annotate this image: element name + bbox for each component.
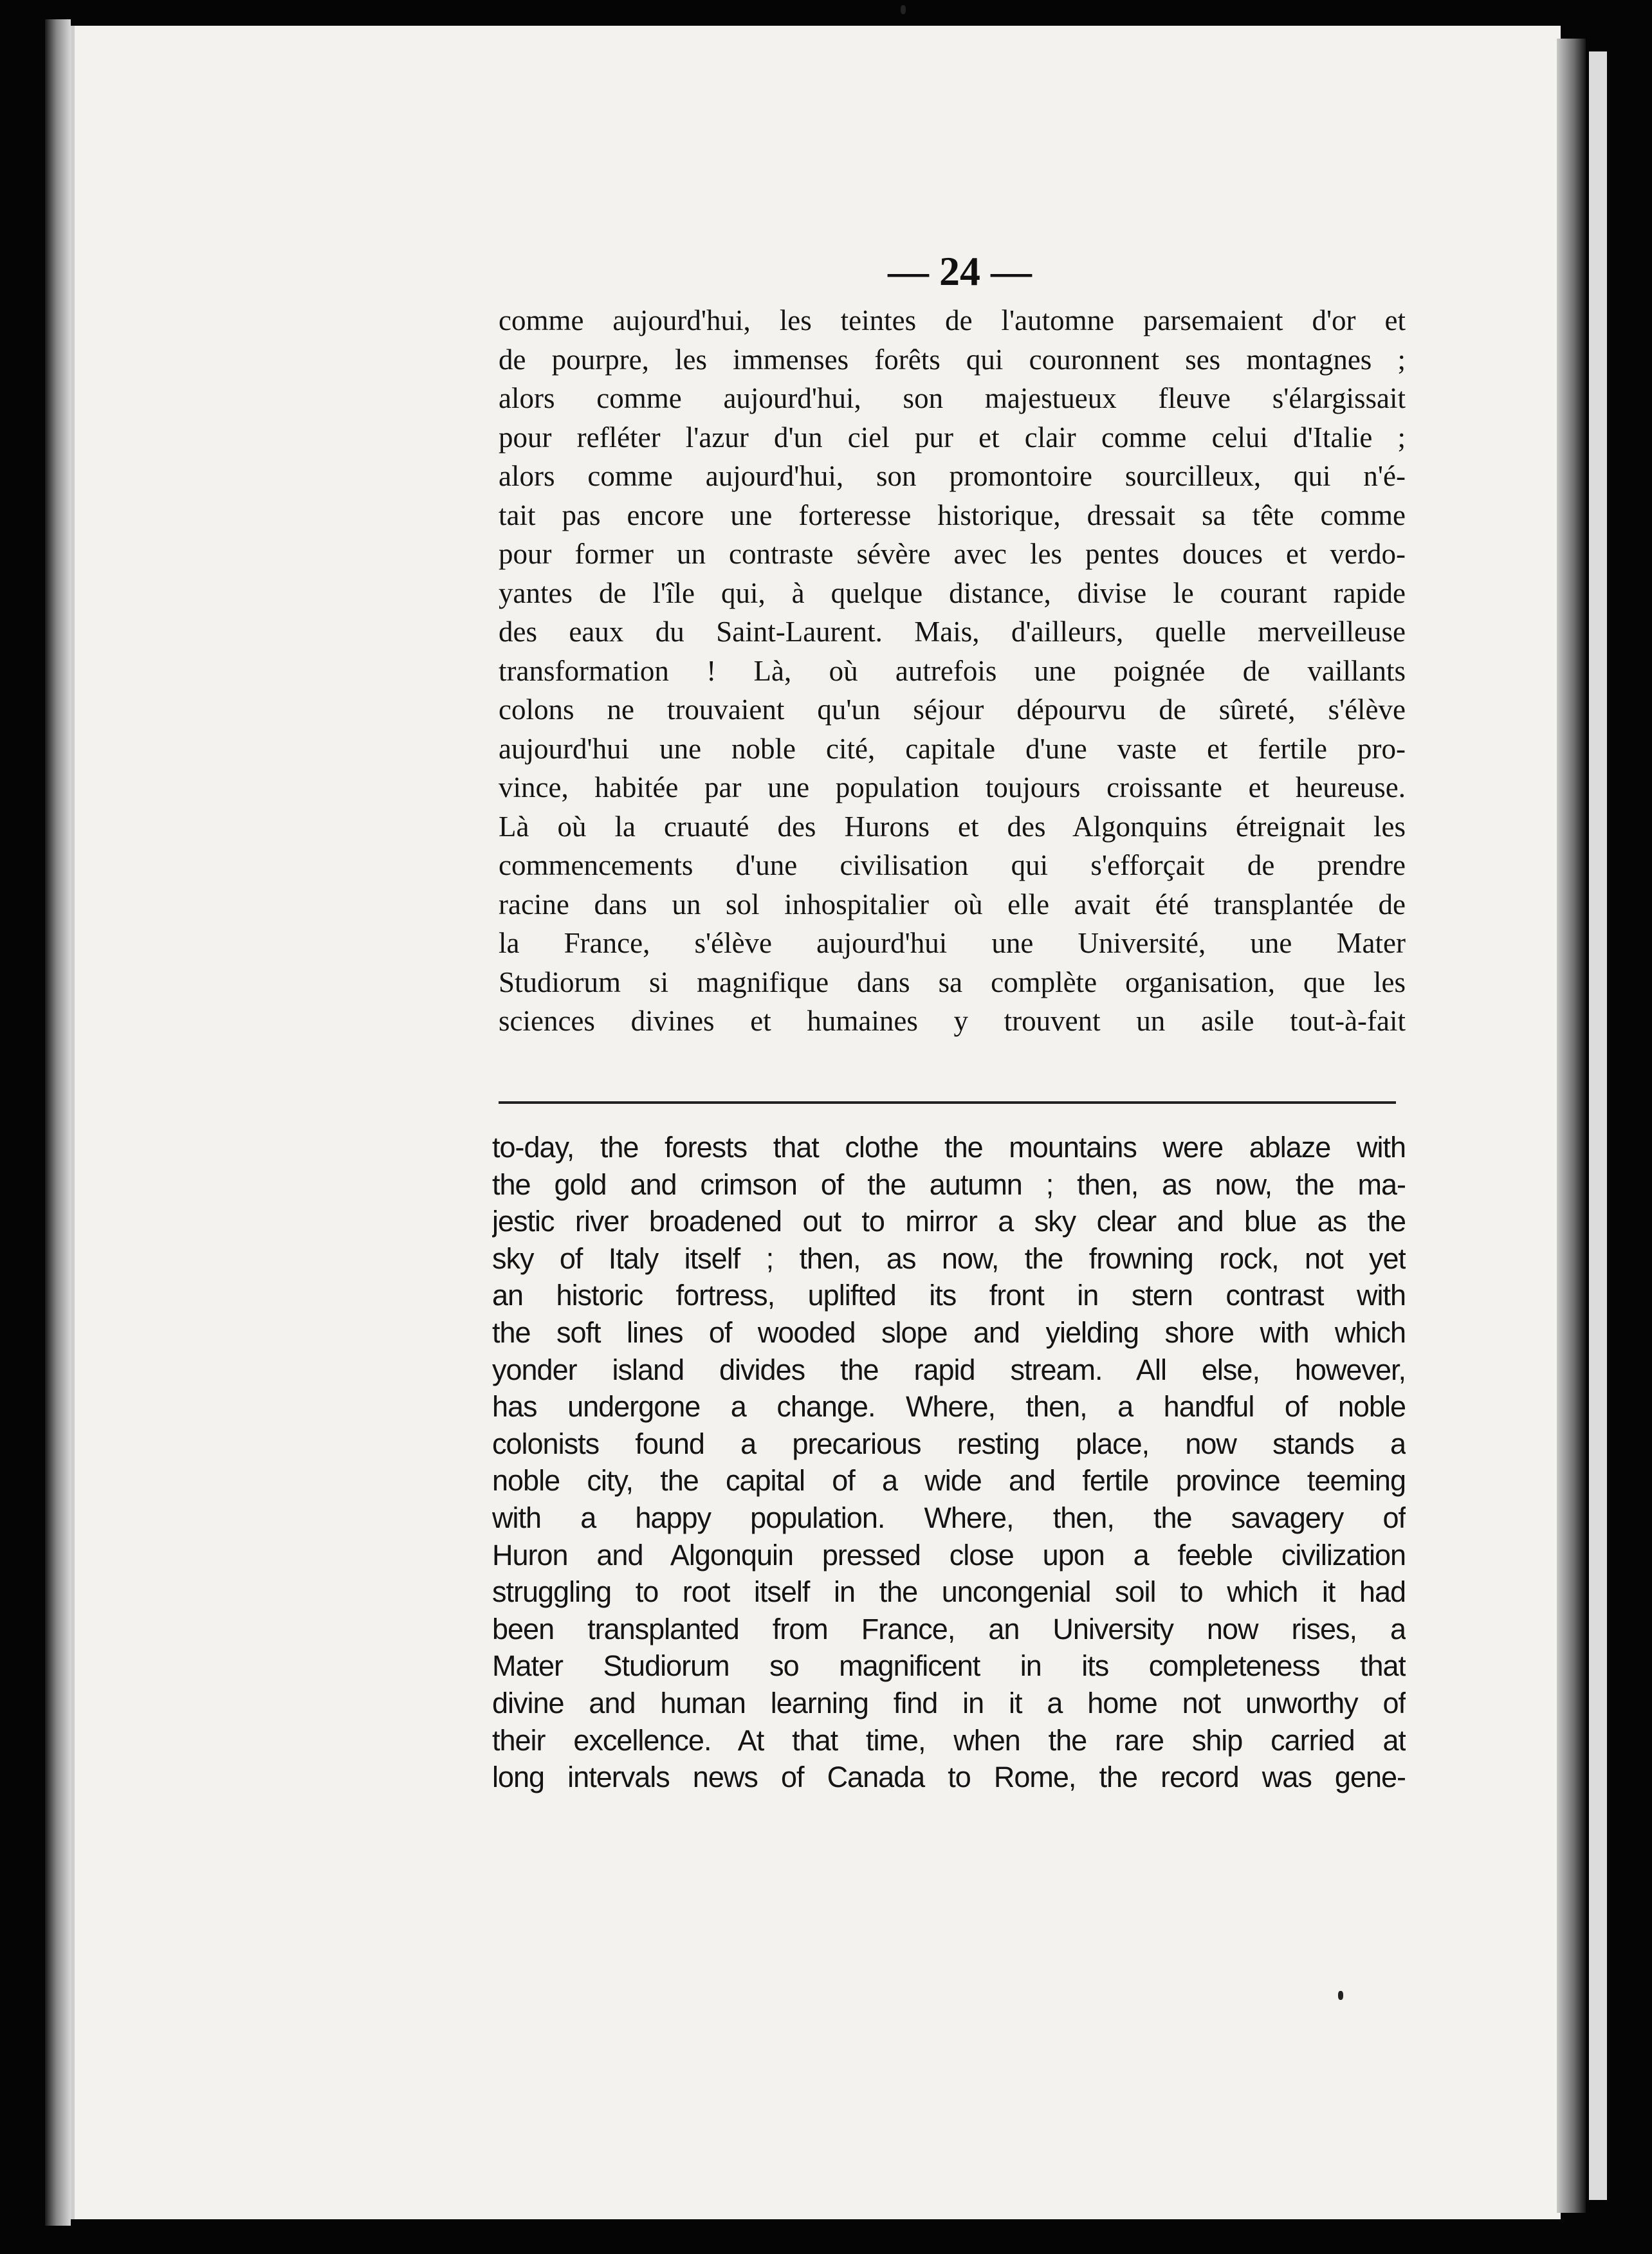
english-text-line: struggling to root itself in the uncongenial soil to which it had [492,1575,1406,1609]
section-divider-rule [499,1101,1396,1104]
english-text-line: divine and human learning find in it a home not unworthy of [492,1686,1406,1719]
page-left-edge [45,19,71,2226]
english-text-line: the gold and crimson of the autumn ; then, as now, the ma- [492,1168,1406,1201]
english-text-line: the soft lines of wooded slope and yielding shore with which [492,1315,1406,1349]
facing-leaf-edge [1589,51,1607,2200]
french-text-line: des eaux du Saint-Laurent. Mais, d'ailleurs, quelle merveilleuse [499,616,1406,648]
scan-speck [1338,1991,1343,2000]
french-text-line: Là où la cruauté des Hurons et des Algonquins étreignait les [499,810,1406,843]
page-gutter-shadow [1557,39,1586,2213]
english-text-line: to-day, the forests that clothe the mountains were ablaze with [492,1131,1406,1164]
english-text-line: been transplanted from France, an University now rises, a [492,1612,1406,1645]
french-text-line: Studiorum si magnifique dans sa complète organisation, que les [499,966,1406,998]
french-text-line: sciences divines et humaines y trouvent un asile tout-à-fait [499,1005,1406,1037]
french-text-line: alors comme aujourd'hui, son majestueux fleuve s'élargissait [499,382,1406,414]
french-text-line: pour refléter l'azur d'un ciel pur et clair comme celui d'Italie ; [499,421,1406,454]
french-text-line: aujourd'hui une noble cité, capitale d'une vaste et fertile pro- [499,732,1406,765]
english-text-line: colonists found a precarious resting place, now stands a [492,1427,1406,1460]
french-text-line: la France, s'élève aujourd'hui une Université, une Mater [499,927,1406,959]
english-text-line: jestic river broadened out to mirror a sky clear and blue as the [492,1205,1406,1238]
french-text-line: commencements d'une civilisation qui s'efforçait de prendre [499,849,1406,881]
french-text-line: yantes de l'île qui, à quelque distance, divise le courant rapide [499,576,1406,609]
english-text-line: with a happy population. Where, then, the savagery of [492,1501,1406,1534]
english-text-line: long intervals news of Canada to Rome, the record was gene- [492,1761,1406,1794]
english-text-line: yonder island divides the rapid stream. All else, however, [492,1353,1406,1386]
french-text-line: colons ne trouvaient qu'un séjour dépourvu de sûreté, s'élève [499,693,1406,726]
english-text-line: Huron and Algonquin pressed close upon a feeble civilization [492,1538,1406,1571]
french-text-line: vince, habitée par une population toujours croissante et heureuse. [499,771,1406,803]
scan-speck [901,5,906,14]
english-text-line: has undergone a change. Where, then, a handful of noble [492,1390,1406,1424]
english-text-block [492,1129,1406,1796]
french-text-line: transformation ! Là, où autrefois une poignée de vaillants [499,654,1406,687]
english-text-line: sky of Italy itself ; then, as now, the frowning rock, not yet [492,1242,1406,1275]
english-text-line: an historic fortress, uplifted its front in stern contrast with [492,1279,1406,1312]
french-text-line: de pourpre, les immenses forêts qui couronnent ses montagnes ; [499,343,1406,376]
french-text-line: alors comme aujourd'hui, son promontoire sourcilleux, qui n'é- [499,460,1406,492]
english-text-line: noble city, the capital of a wide and fertile province teeming [492,1464,1406,1498]
french-text-line: comme aujourd'hui, les teintes de l'automne parsemaient d'or et [499,304,1406,336]
english-text-line: their excellence. At that time, when the rare ship carried at [492,1723,1406,1757]
french-text-line: pour former un contraste sévère avec les pentes douces et verdo- [499,538,1406,570]
french-text-block [499,301,1406,1041]
page-number: — 24 — [888,248,1032,294]
french-text-line: racine dans un sol inhospitalier où elle avait été transplantée de [499,888,1406,921]
english-text-line: Mater Studiorum so magnificent in its completeness that [492,1649,1406,1683]
french-text-line: tait pas encore une forteresse historique, dressait sa tête comme [499,499,1406,531]
